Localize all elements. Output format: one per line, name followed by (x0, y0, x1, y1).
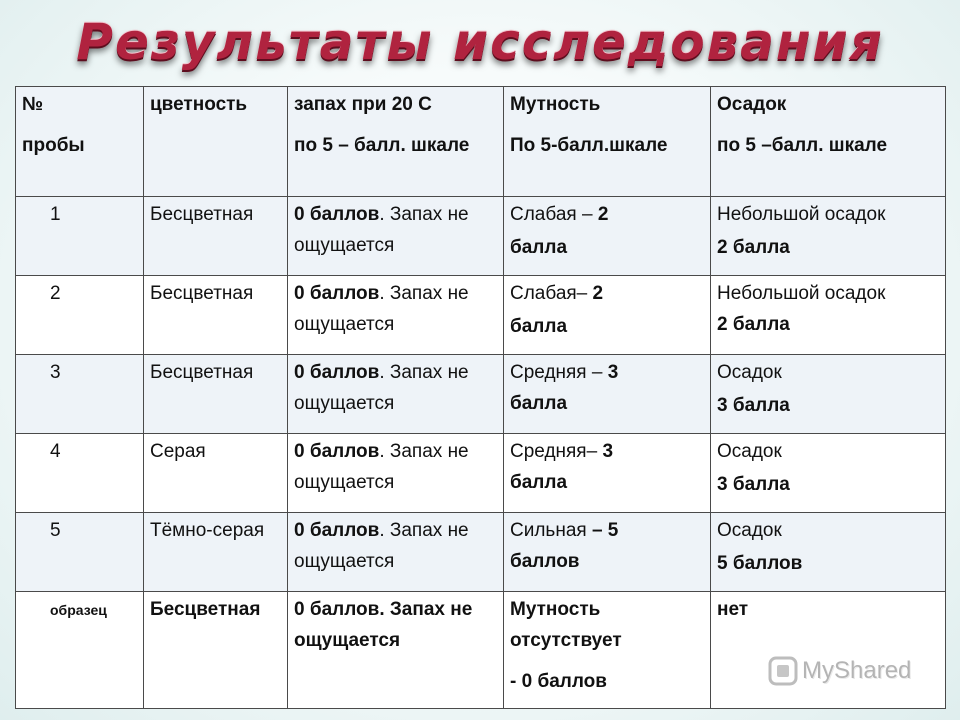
smell-cell: 0 баллов. Запах не ощущается (288, 197, 504, 276)
sediment-cell: Небольшой осадок 2 балла (711, 197, 946, 276)
table-row (16, 276, 946, 355)
table-row (16, 513, 946, 592)
reference-row (16, 592, 946, 709)
turbidity-cell: Средняя – 3 балла (504, 355, 711, 434)
table-header-row (16, 87, 946, 197)
color-cell: Тёмно-серая (144, 513, 288, 592)
page-title: Результаты исследования (76, 13, 884, 71)
turbidity-cell: Мутность отсутствует - 0 баллов (504, 592, 711, 709)
header-turbidity: Мутность По 5-балл.шкале (504, 87, 711, 197)
table-row (16, 355, 946, 434)
table-row (16, 197, 946, 276)
sediment-cell: нет (711, 592, 946, 709)
turbidity-cell: Слабая– 2 балла (504, 276, 711, 355)
color-cell: Бесцветная (144, 592, 288, 709)
smell-cell: 0 баллов. Запах не ощущается (288, 276, 504, 355)
sample-number: 2 (16, 276, 144, 355)
sample-number: 3 (16, 355, 144, 434)
myshared-logo-icon (768, 656, 798, 686)
header-sample-number: № пробы (16, 87, 144, 197)
results-table (15, 86, 946, 709)
sediment-cell: Осадок 3 балла (711, 355, 946, 434)
smell-cell: 0 баллов. Запах не ощущается (288, 592, 504, 709)
color-cell: Бесцветная (144, 276, 288, 355)
sediment-cell: Осадок 3 балла (711, 434, 946, 513)
sediment-cell: Осадок 5 баллов (711, 513, 946, 592)
reference-label: образец (16, 592, 144, 709)
header-smell: запах при 20 С по 5 – балл. шкале (288, 87, 504, 197)
turbidity-cell: Сильная – 5 баллов (504, 513, 711, 592)
watermark (768, 656, 911, 686)
color-cell: Бесцветная (144, 197, 288, 276)
header-color: цветность (144, 87, 288, 197)
color-cell: Бесцветная (144, 355, 288, 434)
sample-number: 5 (16, 513, 144, 592)
sample-number: 1 (16, 197, 144, 276)
turbidity-cell: Слабая – 2 балла (504, 197, 711, 276)
sediment-cell: Небольшой осадок 2 балла (711, 276, 946, 355)
smell-cell: 0 баллов. Запах не ощущается (288, 355, 504, 434)
header-sediment: Осадок по 5 –балл. шкале (711, 87, 946, 197)
sample-number: 4 (16, 434, 144, 513)
smell-cell: 0 баллов. Запах не ощущается (288, 434, 504, 513)
color-cell: Серая (144, 434, 288, 513)
smell-cell: 0 баллов. Запах не ощущается (288, 513, 504, 592)
watermark-text: MyShared (802, 657, 912, 684)
table-row (16, 434, 946, 513)
turbidity-cell: Средняя– 3 балла (504, 434, 711, 513)
